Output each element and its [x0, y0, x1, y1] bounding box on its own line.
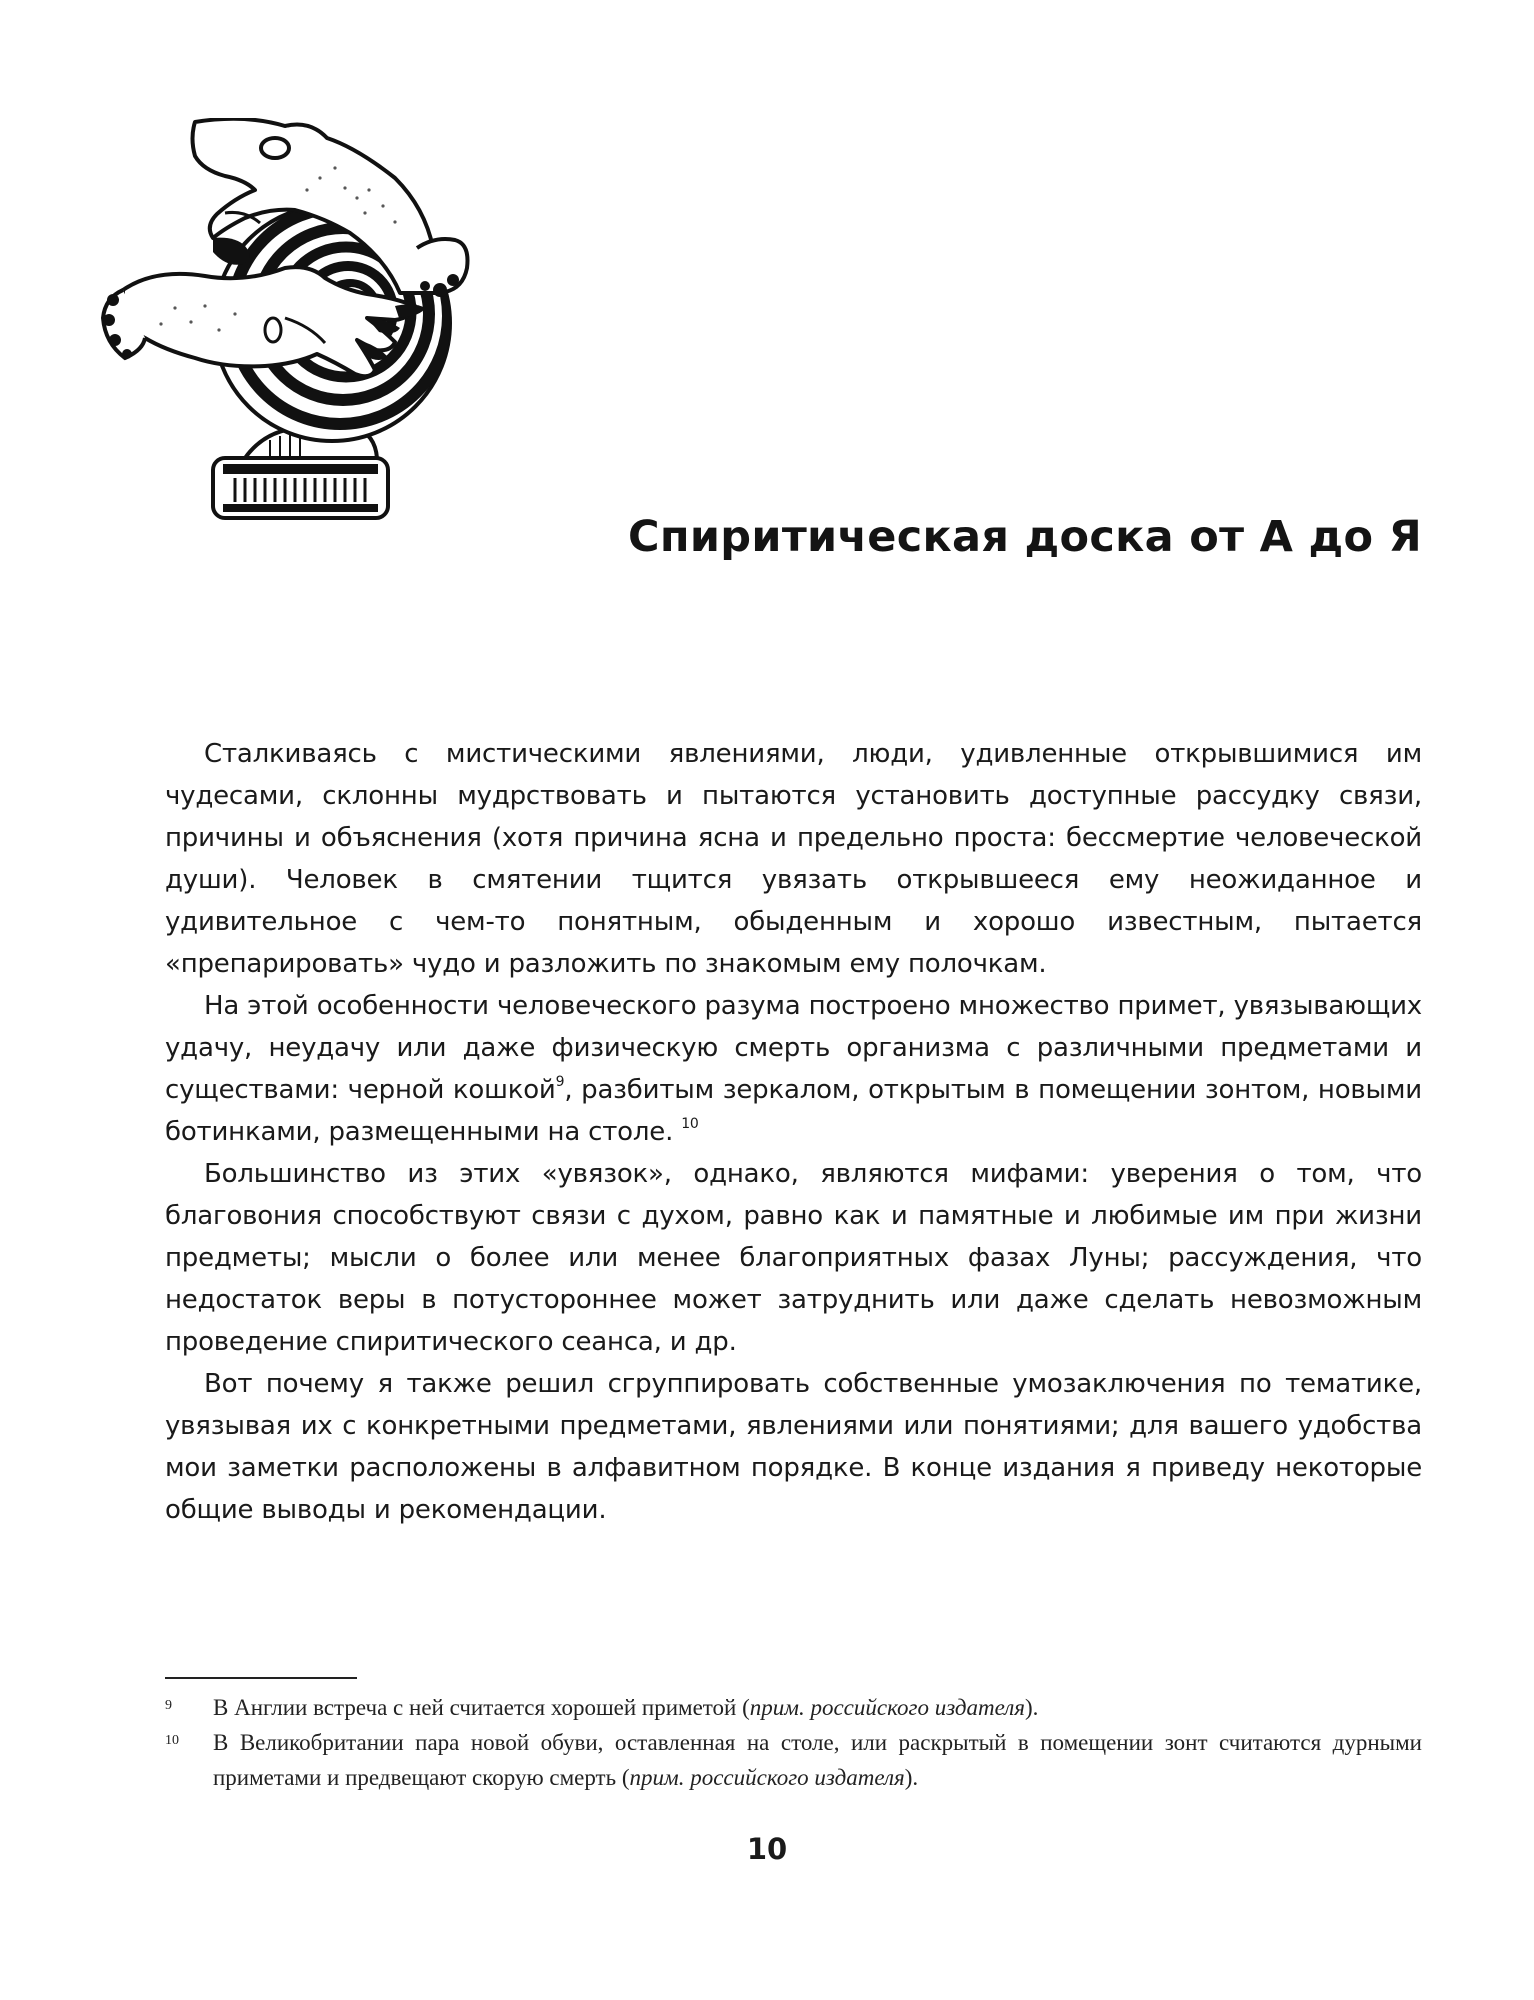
ball-stand — [213, 428, 388, 518]
crystal-ball-with-hands-icon — [95, 118, 570, 533]
paragraph-3: Большинство из этих «увязок», однако, являются мифами: уверения о том, что благовония способствуют связи с духом, равно как и памятные и любимые им при жизни предметы; мысли о более или менее благоприятных фазах Луны; рассуждения, что недостаток веры в потустороннее может затруднить или даже сделать невозможным проведение спиритического сеанса, и др. — [165, 1159, 1422, 1357]
footnote-note: прим. российского издателя — [629, 1765, 905, 1790]
footnotes — [165, 1690, 1422, 1795]
footnote-text — [213, 1725, 1422, 1795]
footnote-number: 9 — [165, 1698, 172, 1713]
body-text — [165, 733, 1422, 1531]
footnote-text — [213, 1690, 1422, 1725]
footnote-9 — [165, 1690, 1422, 1725]
footnote-ref-9[interactable]: 9 — [555, 1074, 565, 1090]
footnote-body: В Англии встреча с ней считается хорошей приметой ( — [213, 1695, 750, 1720]
footnote-number: 10 — [165, 1733, 179, 1748]
paragraph-1: Сталкиваясь с мистическими явлениями, люди, удивленные открывшимися им чудесами, склонны мудрствовать и пытаются установить доступные рассудку связи, причины и объяснения (хотя причина ясна и предельно проста: бессмертие человеческой души). Человек в смятении тщится увязать открывшееся ему неожиданное и удивительное с чем-то понятным, обыденным и хорошо известным, пытается «препарировать» чудо и разложить по знакомым ему полочкам. — [165, 739, 1422, 979]
paragraph-4: Вот почему я также решил сгруппировать собственные умозаключения по тематике, увязывая их с конкретными предметами, явлениями или понятиями; для вашего удобства мои заметки расположены в алфавитном порядке. В конце издания я приведу некоторые общие выводы и рекомендации. — [165, 1369, 1422, 1525]
footnote-body: В Великобритании пара новой обуви, оставленная на столе, или раскрытый в помещении зонт считаются дурными приметами и предвещают скорую смерть ( — [213, 1730, 1422, 1790]
footnote-ref-10[interactable]: 10 — [681, 1116, 699, 1132]
chapter-title: Спиритическая доска от А до Я — [628, 512, 1422, 562]
footnote-end: ). — [1024, 1695, 1039, 1720]
footnote-divider — [165, 1677, 357, 1679]
footnote-10 — [165, 1725, 1422, 1795]
page-number: 10 — [746, 1832, 788, 1866]
footnote-end: ). — [904, 1765, 919, 1790]
paragraph-2 — [165, 985, 1422, 1153]
footnote-note: прим. российского издателя — [749, 1695, 1025, 1720]
paragraph-2-part-b: , разбитым зеркалом, открытым в помещении зонтом, новыми ботинками, размещенными на столе. — [165, 1075, 1422, 1147]
paragraph-2-part-a: На этой особенности человеческого разума построено множество примет, увязывающих удачу, неудачу или даже физическую смерть организма с различными предметами и существами: черной кошкой — [165, 991, 1422, 1105]
